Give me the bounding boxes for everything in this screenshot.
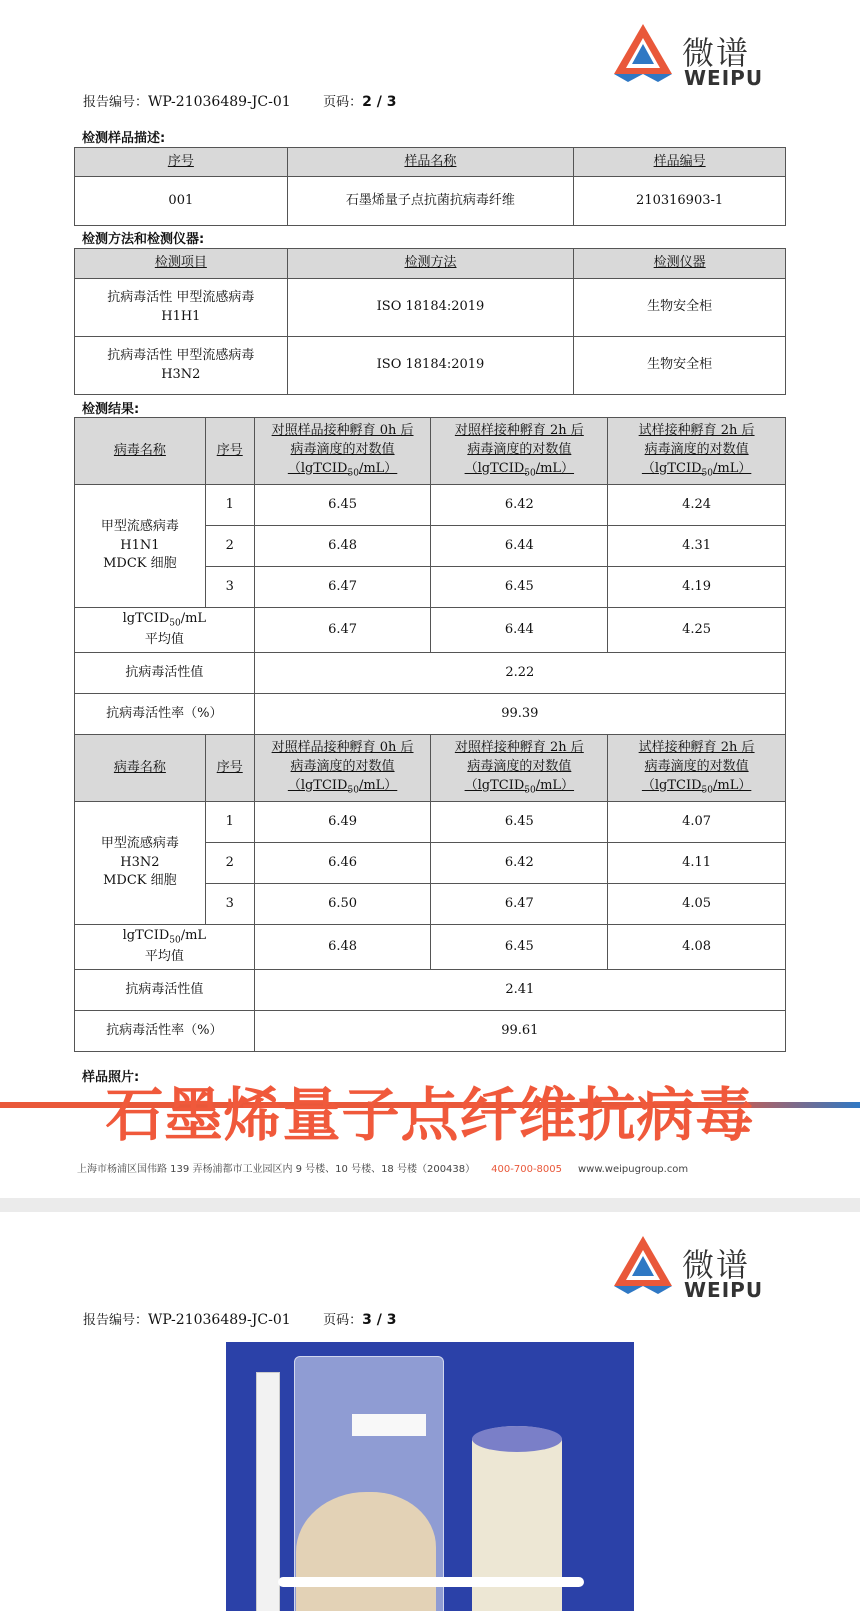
bag-label-image xyxy=(352,1414,426,1436)
table-cell: 6.47 xyxy=(254,608,431,653)
weipu-logo-icon xyxy=(612,22,674,84)
table-cell: 1 xyxy=(205,485,254,526)
table-cell: 001 xyxy=(75,177,288,226)
footer-url: www.weipugroup.com xyxy=(578,1164,689,1175)
table-row xyxy=(75,337,786,395)
result-table xyxy=(74,417,786,1052)
table-cell: 4.07 xyxy=(608,802,786,843)
table-cell: 6.45 xyxy=(431,567,608,608)
table-cell: 4.11 xyxy=(608,843,786,884)
mean-row xyxy=(75,925,786,970)
table-cell: 2.22 xyxy=(254,653,785,694)
sample-section-title: 检测样品描述: xyxy=(82,131,166,146)
table-cell: 6.44 xyxy=(431,608,608,653)
table-header-cell: 对照样接种孵育 2h 后 病毒滴度的对数值 （lgTCID$_{50}$/mL） xyxy=(431,735,608,802)
table-cell: 3 xyxy=(205,884,254,925)
logo-cn-text: 微谱 xyxy=(682,1246,751,1284)
table-cell: 抗病毒活性率（%） xyxy=(75,694,255,735)
page-number-label: 页码： xyxy=(323,95,363,110)
table-header-cell: 对照样品接种孵育 0h 后 病毒滴度的对数值 （lgTCID$_{50}$/mL） xyxy=(254,735,431,802)
page-number: 3 / 3 xyxy=(362,1312,397,1328)
table-cell: 抗病毒活性 甲型流感病毒 H1H1 xyxy=(75,279,288,337)
table-cell: 99.39 xyxy=(254,694,785,735)
fiber-bundle-image xyxy=(296,1492,436,1611)
page-footer xyxy=(77,1160,688,1175)
home-indicator[interactable] xyxy=(278,1577,584,1587)
table-cell: 6.49 xyxy=(254,802,431,843)
logo-cn-text: 微谱 xyxy=(682,34,751,72)
table-row xyxy=(75,802,786,843)
table-cell: 2 xyxy=(205,526,254,567)
table-cell: 生物安全柜 xyxy=(574,279,786,337)
footer-phone: 400-700-8005 xyxy=(491,1164,562,1175)
method-table xyxy=(74,248,786,395)
table-cell: 抗病毒活性 甲型流感病毒 H3N2 xyxy=(75,337,288,395)
weipu-logo xyxy=(612,22,772,92)
report-number-line xyxy=(83,91,396,110)
table-header-cell: 序号 xyxy=(205,418,254,485)
report-number-line xyxy=(83,1309,396,1328)
table-header-cell: 检测仪器 xyxy=(574,249,786,279)
table-header-cell: 样品编号 xyxy=(574,148,786,177)
table-cell: 6.42 xyxy=(431,843,608,884)
report-number-label: 报告编号： xyxy=(83,95,149,110)
table-cell: ISO 18184:2019 xyxy=(287,279,574,337)
table-cell: 抗病毒活性值 xyxy=(75,653,255,694)
mean-label-cell: lgTCID$_{50}$/mL 平均值 xyxy=(75,608,255,653)
table-header-row xyxy=(75,418,786,485)
table-header-row xyxy=(75,148,786,177)
table-cell: 4.05 xyxy=(608,884,786,925)
report-page-3 xyxy=(0,1212,860,1611)
table-row xyxy=(75,485,786,526)
weipu-logo xyxy=(612,1234,772,1304)
table-cell: 6.50 xyxy=(254,884,431,925)
table-cell: 抗病毒活性值 xyxy=(75,970,255,1011)
table-cell: 6.48 xyxy=(254,925,431,970)
report-number: WP-21036489-JC-01 xyxy=(148,1312,291,1328)
report-number-label: 报告编号： xyxy=(83,1313,149,1328)
table-header-cell: 对照样接种孵育 2h 后 病毒滴度的对数值 （lgTCID$_{50}$/mL） xyxy=(431,418,608,485)
banner-title: 石墨烯量子点纤维抗病毒 xyxy=(105,1081,755,1149)
table-row xyxy=(75,279,786,337)
table-header-cell: 试样接种孵育 2h 后 病毒滴度的对数值 （lgTCID$_{50}$/mL） xyxy=(608,735,786,802)
virus-name-cell: 甲型流感病毒 H3N2 MDCK 细胞 xyxy=(75,802,206,925)
table-header-row xyxy=(75,249,786,279)
table-cell: 6.45 xyxy=(431,925,608,970)
report-number: WP-21036489-JC-01 xyxy=(148,94,291,110)
result-section-title: 检测结果: xyxy=(82,402,140,417)
table-cell: 4.08 xyxy=(608,925,786,970)
table-cell: 6.45 xyxy=(431,802,608,843)
table-header-cell: 检测项目 xyxy=(75,249,288,279)
logo-en-text: WEIPU xyxy=(684,1278,764,1302)
sample-photo xyxy=(226,1342,634,1611)
table-cell: 2.41 xyxy=(254,970,785,1011)
table-cell: 6.48 xyxy=(254,526,431,567)
table-header-cell: 对照样品接种孵育 0h 后 病毒滴度的对数值 （lgTCID$_{50}$/mL） xyxy=(254,418,431,485)
table-header-row xyxy=(75,735,786,802)
table-cell: 6.47 xyxy=(431,884,608,925)
page-number-label: 页码： xyxy=(323,1313,363,1328)
mean-row xyxy=(75,608,786,653)
weipu-logo-icon xyxy=(612,1234,674,1296)
table-cell: 4.19 xyxy=(608,567,786,608)
activity-row xyxy=(75,653,786,694)
table-header-cell: 序号 xyxy=(75,148,288,177)
table-cell: 210316903-1 xyxy=(574,177,786,226)
photo-section-title: 样品照片: xyxy=(82,1070,140,1085)
rate-row xyxy=(75,1011,786,1052)
table-cell: 6.47 xyxy=(254,567,431,608)
mean-label-cell: lgTCID$_{50}$/mL 平均值 xyxy=(75,925,255,970)
table-header-cell: 病毒名称 xyxy=(75,418,206,485)
table-cell: 1 xyxy=(205,802,254,843)
yarn-spool-top-image xyxy=(472,1426,562,1452)
table-cell: 生物安全柜 xyxy=(574,337,786,395)
table-cell: 6.44 xyxy=(431,526,608,567)
table-cell: 6.45 xyxy=(254,485,431,526)
table-cell: 石墨烯量子点抗菌抗病毒纤维 xyxy=(287,177,574,226)
table-cell: 2 xyxy=(205,843,254,884)
footer-address: 上海市杨浦区国伟路 139 弄杨浦都市工业园区内 9 号楼、10 号楼、18 号楼（200438） xyxy=(77,1164,476,1175)
table-cell: 4.24 xyxy=(608,485,786,526)
table-header-cell: 序号 xyxy=(205,735,254,802)
table-cell: 6.46 xyxy=(254,843,431,884)
table-cell: ISO 18184:2019 xyxy=(287,337,574,395)
table-cell: 6.42 xyxy=(431,485,608,526)
table-cell: 抗病毒活性率（%） xyxy=(75,1011,255,1052)
logo-en-text: WEIPU xyxy=(684,66,764,90)
rate-row xyxy=(75,694,786,735)
table-header-cell: 检测方法 xyxy=(287,249,574,279)
ruler-image xyxy=(256,1372,280,1611)
activity-row xyxy=(75,970,786,1011)
table-header-cell: 病毒名称 xyxy=(75,735,206,802)
table-cell: 3 xyxy=(205,567,254,608)
method-section-title: 检测方法和检测仪器: xyxy=(82,232,205,247)
table-header-cell: 试样接种孵育 2h 后 病毒滴度的对数值 （lgTCID$_{50}$/mL） xyxy=(608,418,786,485)
table-row xyxy=(75,177,786,226)
sample-table xyxy=(74,147,786,226)
table-cell: 4.25 xyxy=(608,608,786,653)
page-number: 2 / 3 xyxy=(362,94,397,110)
virus-name-cell: 甲型流感病毒 H1N1 MDCK 细胞 xyxy=(75,485,206,608)
table-cell: 99.61 xyxy=(254,1011,785,1052)
table-header-cell: 样品名称 xyxy=(287,148,574,177)
table-cell: 4.31 xyxy=(608,526,786,567)
